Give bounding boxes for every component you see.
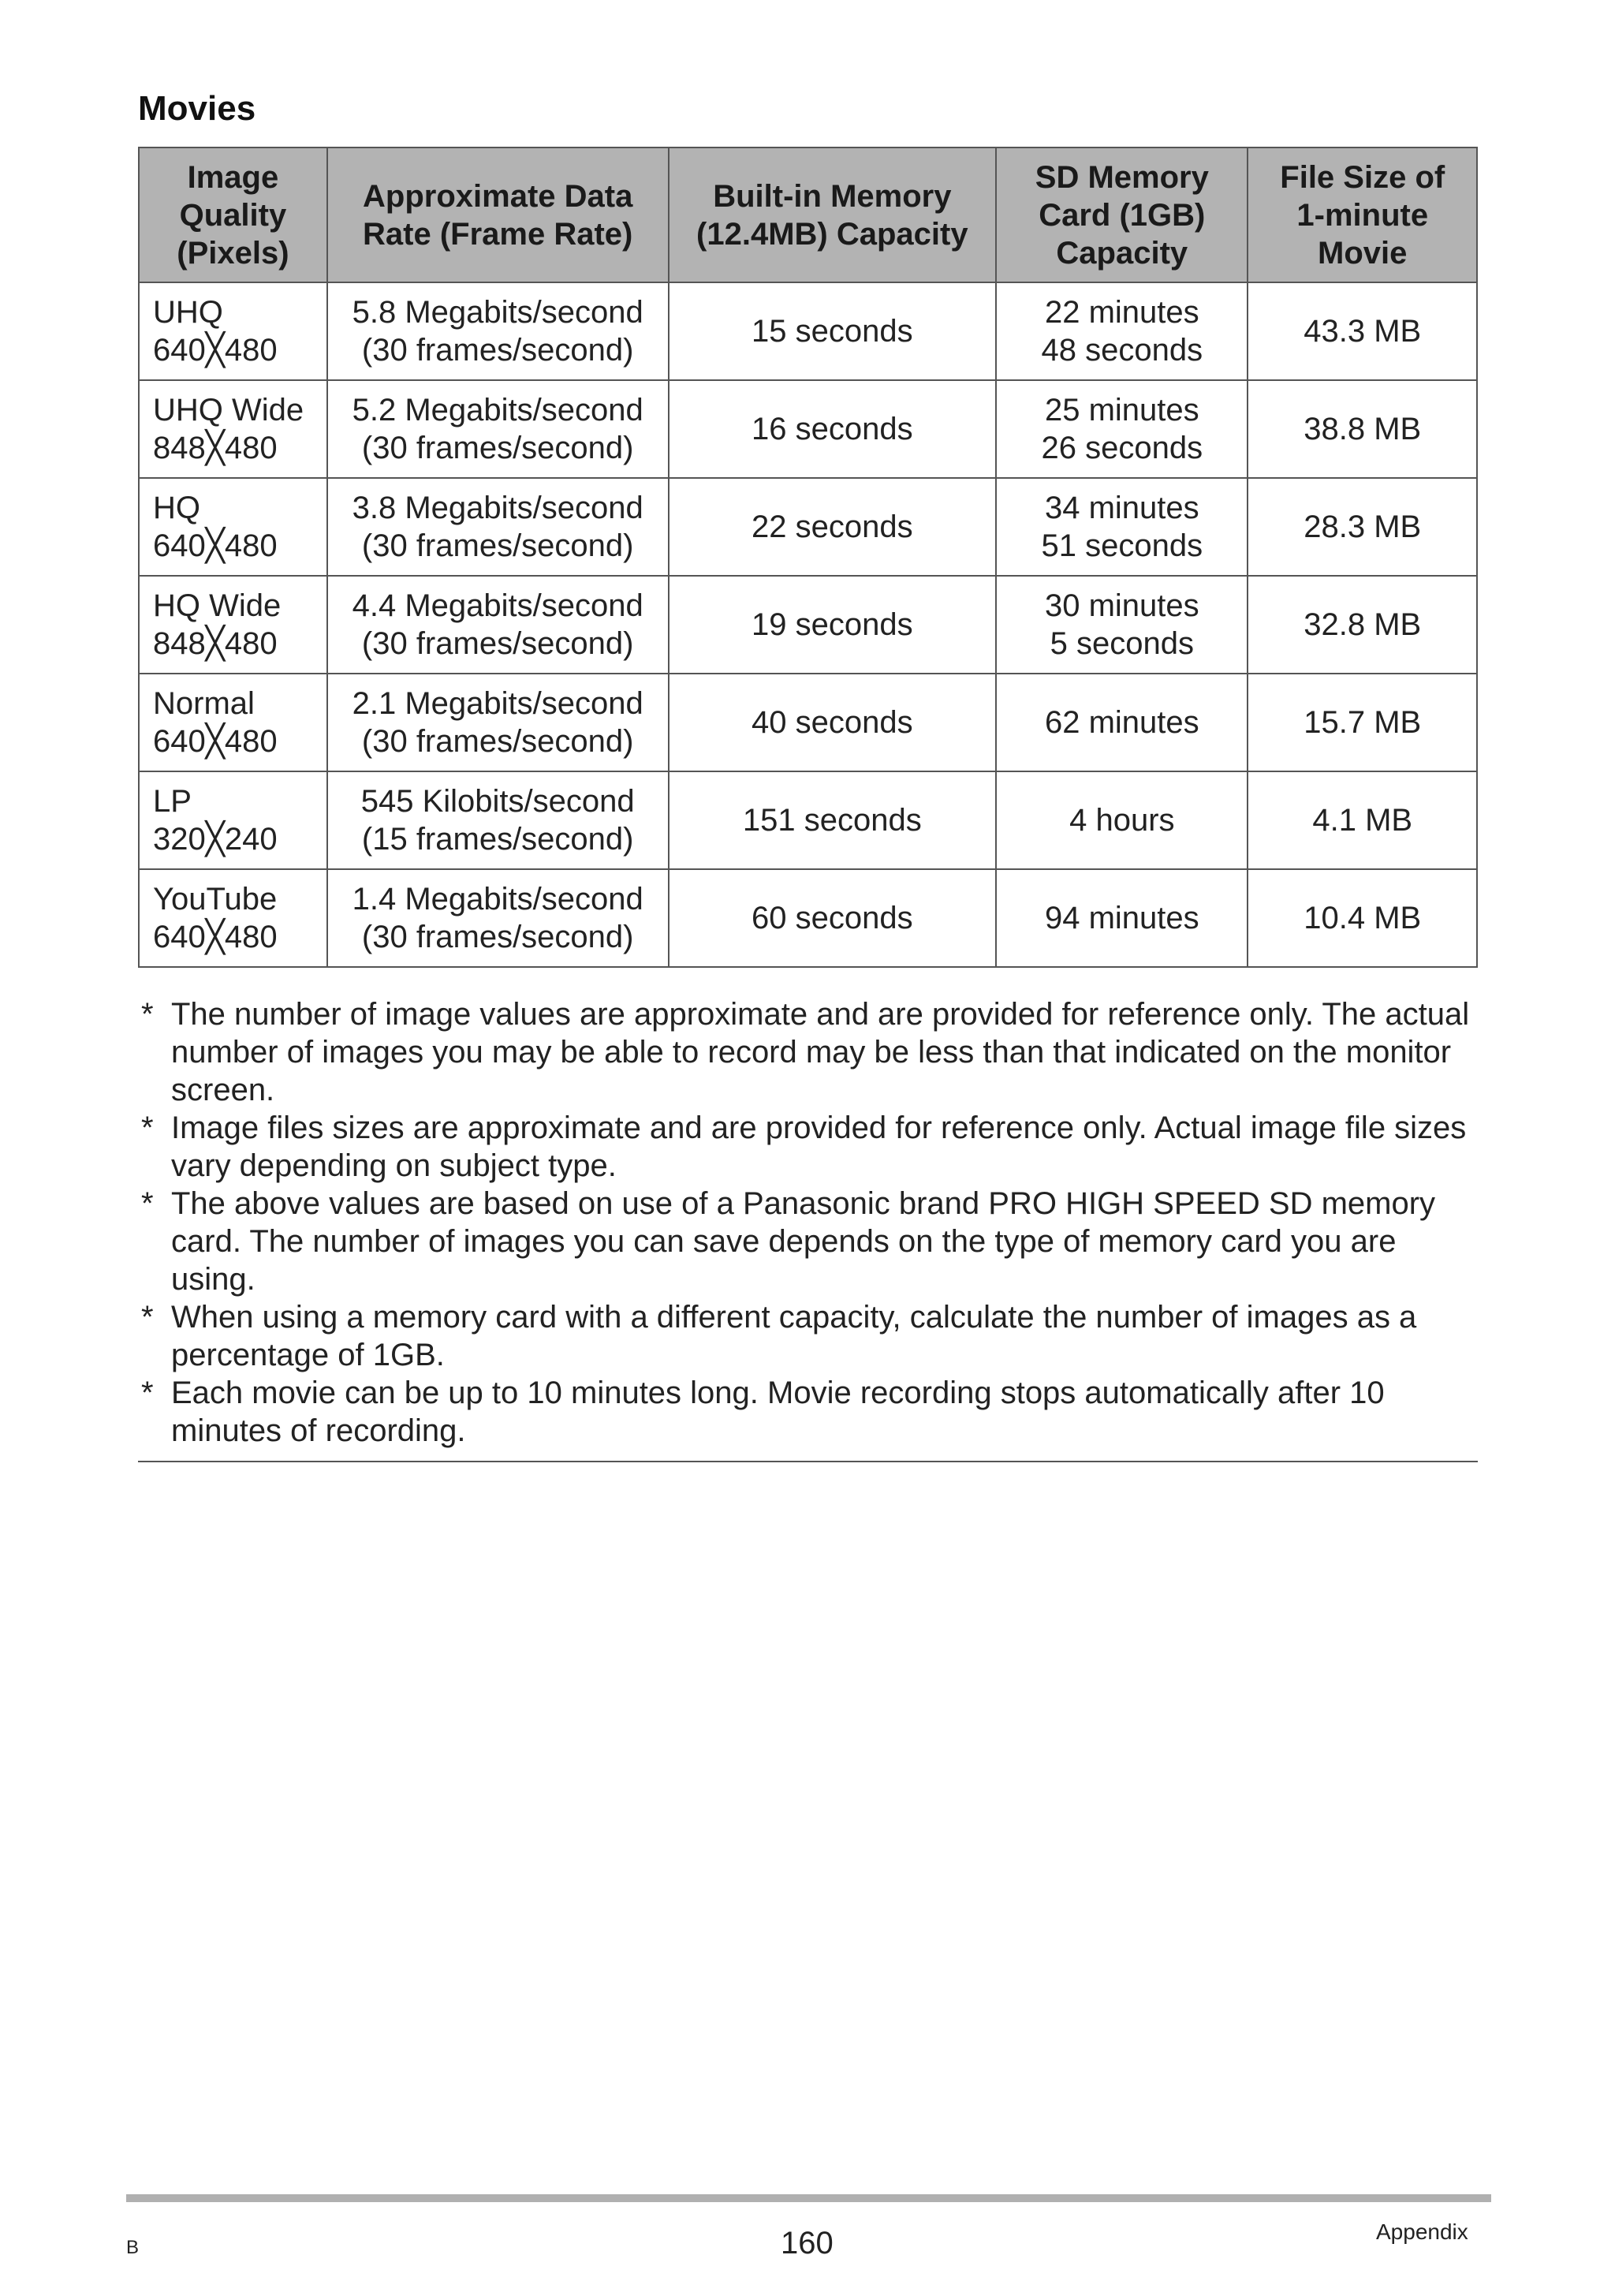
cell-text-line: YouTube	[153, 882, 278, 917]
cell-data-rate	[327, 380, 669, 478]
footnote-marker: *	[141, 1376, 154, 1410]
cell-text-line: 1-minute	[1296, 197, 1429, 233]
table-row	[139, 771, 1477, 869]
footnote-item	[138, 995, 1478, 1109]
cell-data-rate	[327, 576, 669, 674]
cell-file-size	[1248, 771, 1477, 869]
header-builtin-capacity	[669, 147, 997, 282]
cell-builtin-capacity	[669, 869, 997, 967]
header-data-rate	[327, 147, 669, 282]
movie-capacity-table	[138, 147, 1478, 968]
cell-text-line: Capacity	[1056, 235, 1188, 271]
cell-text-line: HQ Wide	[153, 588, 282, 623]
cell-text-line: 22 seconds	[752, 510, 913, 544]
cell-text-line: 848╳480	[153, 626, 278, 661]
cell-text-line: (30 frames/second)	[361, 333, 634, 368]
cell-text-line: 25 minutes	[1044, 393, 1199, 427]
cell-text-line: 62 minutes	[1044, 705, 1199, 740]
cell-file-size	[1248, 478, 1477, 576]
cell-text-line: 5 seconds	[1050, 626, 1194, 661]
cell-text-line: 848╳480	[153, 431, 278, 465]
cell-text-line: 5.8 Megabits/second	[352, 295, 643, 330]
cell-text-line: 38.8 MB	[1304, 412, 1422, 446]
cell-text-line: Built-in Memory	[713, 178, 952, 214]
table-row	[139, 576, 1477, 674]
cell-builtin-capacity	[669, 674, 997, 771]
cell-text-line: 32.8 MB	[1304, 607, 1422, 642]
table-row	[139, 478, 1477, 576]
cell-text-line: (30 frames/second)	[361, 920, 634, 954]
cell-text-line: 545 Kilobits/second	[360, 784, 635, 819]
cell-file-size	[1248, 869, 1477, 967]
cell-text-line: SD Memory	[1035, 159, 1209, 195]
footnote-text: The number of image values are approximate and are provided for reference only. The actual number of images you may be able to record may be less than that indicated on the monitor screen.	[171, 997, 1470, 1107]
cell-text-line: 640╳480	[153, 920, 278, 954]
cell-text-line: (15 frames/second)	[361, 822, 634, 857]
cell-file-size	[1248, 380, 1477, 478]
cell-text-line: Card (1GB)	[1039, 197, 1206, 233]
cell-text-line: 26 seconds	[1041, 431, 1203, 465]
cell-image-quality	[139, 576, 327, 674]
cell-text-line: 16 seconds	[752, 412, 913, 446]
cell-text-line: 5.2 Megabits/second	[352, 393, 643, 427]
cell-sd-capacity	[996, 576, 1248, 674]
cell-text-line: 34 minutes	[1044, 491, 1199, 525]
footnote-text: When using a memory card with a different capacity, calculate the number of images as a percentage of 1GB.	[171, 1300, 1417, 1372]
cell-text-line: 151 seconds	[742, 803, 922, 838]
cell-text-line: Normal	[153, 686, 255, 721]
footer-divider	[126, 2194, 1491, 2202]
cell-text-line: 15 seconds	[752, 314, 913, 349]
cell-image-quality	[139, 380, 327, 478]
table-row	[139, 674, 1477, 771]
cell-builtin-capacity	[669, 576, 997, 674]
cell-text-line: HQ	[153, 491, 200, 525]
cell-file-size	[1248, 282, 1477, 380]
footnote-text: The above values are based on use of a Panasonic brand PRO HIGH SPEED SD memory card. The number of images you can save depends on the type of memory card you are using.	[171, 1186, 1436, 1297]
footer-left-label: B	[126, 2237, 140, 2258]
cell-text-line: 3.8 Megabits/second	[352, 491, 643, 525]
cell-text-line: 94 minutes	[1044, 901, 1199, 935]
cell-text-line: 15.7 MB	[1304, 705, 1422, 740]
cell-text-line: Approximate Data	[363, 178, 633, 214]
cell-text-line: File Size of	[1280, 159, 1445, 195]
table-body	[139, 282, 1477, 967]
cell-text-line: 320╳240	[153, 822, 278, 857]
cell-data-rate	[327, 478, 669, 576]
cell-text-line: 10.4 MB	[1304, 901, 1422, 935]
page-number: 160	[781, 2226, 834, 2261]
cell-image-quality	[139, 869, 327, 967]
table-row	[139, 869, 1477, 967]
cell-text-line: (30 frames/second)	[361, 724, 634, 759]
cell-data-rate	[327, 869, 669, 967]
cell-sd-capacity	[996, 282, 1248, 380]
cell-text-line: Movie	[1318, 235, 1408, 271]
cell-sd-capacity	[996, 869, 1248, 967]
footnotes-list	[138, 995, 1478, 1462]
footnote-text: Each movie can be up to 10 minutes long. Movie recording stops automatically after 10 minutes of recording.	[171, 1376, 1385, 1448]
cell-sd-capacity	[996, 771, 1248, 869]
cell-text-line: (12.4MB) Capacity	[696, 216, 968, 252]
cell-text-line: 51 seconds	[1041, 528, 1203, 563]
footnote-item	[138, 1374, 1478, 1450]
cell-text-line: (Pixels)	[177, 235, 289, 271]
cell-text-line: Quality	[179, 197, 287, 233]
cell-text-line: 640╳480	[153, 724, 278, 759]
footer-section-label: Appendix	[1376, 2219, 1468, 2244]
cell-builtin-capacity	[669, 282, 997, 380]
cell-text-line: 19 seconds	[752, 607, 913, 642]
cell-text-line: 48 seconds	[1041, 333, 1203, 368]
cell-image-quality	[139, 282, 327, 380]
footnote-marker: *	[141, 997, 154, 1032]
footnote-item	[138, 1185, 1478, 1298]
table-row	[139, 380, 1477, 478]
cell-text-line: 4.1 MB	[1312, 803, 1413, 838]
cell-text-line: UHQ	[153, 295, 223, 330]
cell-image-quality	[139, 478, 327, 576]
footnote-text: Image files sizes are approximate and are provided for reference only. Actual image file sizes vary depending on subject type.	[171, 1111, 1467, 1183]
footnote-item	[138, 1298, 1478, 1374]
table-row	[139, 282, 1477, 380]
cell-text-line: 640╳480	[153, 528, 278, 563]
cell-text-line: 22 minutes	[1044, 295, 1199, 330]
cell-text-line: 640╳480	[153, 333, 278, 368]
cell-text-line: (30 frames/second)	[361, 626, 634, 661]
cell-text-line: 2.1 Megabits/second	[352, 686, 643, 721]
header-sd-capacity	[996, 147, 1248, 282]
header-image-quality	[139, 147, 327, 282]
cell-file-size	[1248, 674, 1477, 771]
cell-text-line: 4 hours	[1069, 803, 1175, 838]
cell-sd-capacity	[996, 380, 1248, 478]
cell-text-line: 28.3 MB	[1304, 510, 1422, 544]
cell-image-quality	[139, 674, 327, 771]
footnote-marker: *	[141, 1186, 154, 1221]
cell-text-line: Image	[187, 159, 279, 195]
cell-sd-capacity	[996, 478, 1248, 576]
cell-data-rate	[327, 674, 669, 771]
cell-text-line: (30 frames/second)	[361, 431, 634, 465]
cell-text-line: 4.4 Megabits/second	[352, 588, 643, 623]
footnote-item	[138, 1109, 1478, 1185]
cell-builtin-capacity	[669, 380, 997, 478]
cell-text-line: 40 seconds	[752, 705, 913, 740]
cell-builtin-capacity	[669, 478, 997, 576]
cell-text-line: LP	[153, 784, 192, 819]
cell-text-line: 43.3 MB	[1304, 314, 1422, 349]
cell-text-line: (30 frames/second)	[361, 528, 634, 563]
footnote-marker: *	[141, 1300, 154, 1335]
cell-sd-capacity	[996, 674, 1248, 771]
header-file-size	[1248, 147, 1477, 282]
cell-text-line: 1.4 Megabits/second	[352, 882, 643, 917]
cell-text-line: 30 minutes	[1044, 588, 1199, 623]
footnote-marker: *	[141, 1111, 154, 1145]
cell-text-line: 60 seconds	[752, 901, 913, 935]
cell-text-line: UHQ Wide	[153, 393, 304, 427]
cell-text-line: Rate (Frame Rate)	[363, 216, 633, 252]
cell-data-rate	[327, 771, 669, 869]
cell-file-size	[1248, 576, 1477, 674]
cell-data-rate	[327, 282, 669, 380]
cell-builtin-capacity	[669, 771, 997, 869]
cell-image-quality	[139, 771, 327, 869]
page-title: Movies	[138, 89, 256, 128]
table-header-row	[139, 147, 1477, 282]
